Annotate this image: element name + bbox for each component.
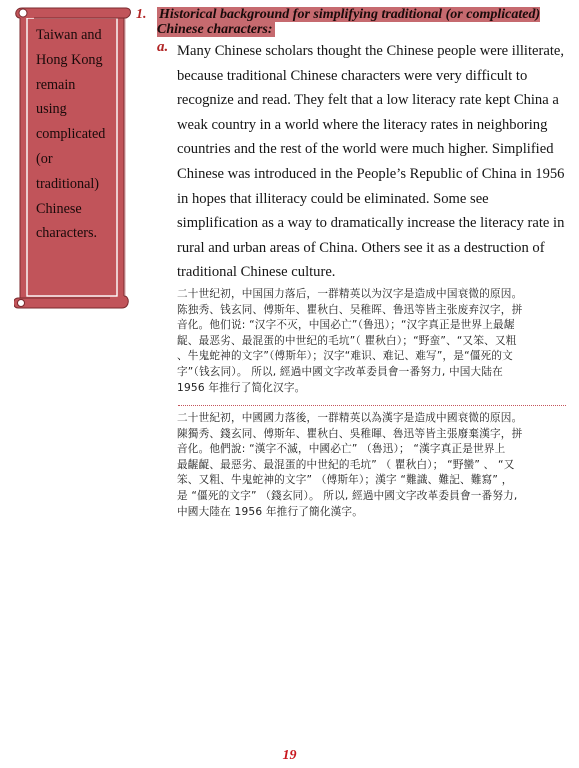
paragraph-line: simplification as a way to dramatically increase the literacy rate in xyxy=(177,215,565,232)
chinese-line: 陳獨秀、錢玄同、傅斯年、瞿秋白、吳稚暉、魯迅等皆主張廢棄漢字，拼 xyxy=(177,427,523,440)
chinese-line: 最齷齪、最惡劣、最混蛋的中世紀的毛坑” （ 瞿秋白）； “野蠻” 、 “又 xyxy=(177,458,515,471)
dotted-divider xyxy=(178,405,566,406)
chinese-line: 二十世纪初，中国国力落后，一群精英以为汉字是造成中国衰微的原因。 xyxy=(177,288,523,300)
chinese-line: 、牛鬼蛇神的文字”（傅斯年）；汉字“难识、难记、难写”，是“僵死的文 xyxy=(177,350,513,363)
paragraph-line: recognize and read. They felt that a low literacy rate kept China a xyxy=(177,92,559,109)
paragraph-line: Chinese was introduced in the People’s Republic of China in 1956 xyxy=(177,165,565,182)
simplified-chinese-block xyxy=(177,287,569,396)
heading-number: 1. xyxy=(136,7,147,22)
sidebar-line: using xyxy=(36,101,67,118)
paragraph-line: Many Chinese scholars thought the Chinese people were illiterate, xyxy=(177,43,565,59)
chinese-line: 笨、又粗、牛鬼蛇神的文字” （傅斯年）；漢字 “難識、難記、難寫” ， xyxy=(177,474,513,487)
page-number: 19 xyxy=(282,748,297,763)
paragraph-body xyxy=(177,39,563,285)
paragraph-line: weak country in a world where the literacy rates in neighboring xyxy=(177,116,548,133)
paragraph-marker: a. xyxy=(157,39,169,55)
sidebar-line: (or xyxy=(36,150,53,167)
sidebar-scroll xyxy=(14,6,132,312)
paragraph-line: in hopes that illiteracy could be eliminated. Some see xyxy=(177,190,489,207)
paragraph-line: rural and urban areas of China. Others see it as a destruction of xyxy=(177,239,545,256)
chinese-line: 1956 年推行了简化汉字。 xyxy=(177,381,306,394)
chinese-line: 陈独秀、钱玄同、傅斯年、瞿秋白、吴稚晖、鲁迅等皆主张废弃汉字，拼 xyxy=(177,303,523,316)
chinese-line: 二十世紀初，中國國力落後，一群精英以為漢字是造成中國衰微的原因。 xyxy=(177,412,523,424)
paragraph-line: countries and the rest of the world were much higher. Simplified xyxy=(177,141,554,158)
paragraph-line: traditional Chinese culture. xyxy=(177,264,336,281)
chinese-line: 龊、最恶劣、最混蛋的中世纪的毛坑”（ 瞿秋白）；“野蛮”、“又笨、又粗 xyxy=(177,334,517,347)
chinese-line: 音化。他們說: “漢字不滅，中國必亡” （魯迅）； “漢字真正是世界上 xyxy=(177,443,506,456)
sidebar-line: traditional) xyxy=(36,175,100,192)
sidebar-line: remain xyxy=(36,76,76,93)
heading-title xyxy=(157,7,550,37)
traditional-chinese-block xyxy=(177,411,569,520)
sidebar-line: Chinese xyxy=(36,200,82,217)
sidebar-line: Hong Kong xyxy=(36,51,103,68)
chinese-line: 字”（钱玄同）。 所以, 經過中國文字改革委員會一番努力, 中国大陆在 xyxy=(177,365,503,378)
chinese-line: 音化。他们说: “汉字不灭，中国必亡”（鲁迅）；“汉字真正是世界上最龌 xyxy=(177,319,515,332)
sidebar-text xyxy=(36,23,124,246)
sidebar-line: characters. xyxy=(36,225,98,242)
heading-title-text: Historical background for simplifying traditional (or complicated) Chinese characters: xyxy=(157,7,541,37)
sidebar-line: complicated xyxy=(36,126,106,143)
sidebar-line: Taiwan and xyxy=(36,27,102,43)
paragraph-line: because traditional Chinese characters were very difficult to xyxy=(177,67,528,84)
chinese-line: 中國大陸在 1956 年推行了簡化漢字。 xyxy=(177,505,364,518)
chinese-line: 是 “僵死的文字” （錢玄同）。 所以, 經過中國文字改革委員會一番努力, xyxy=(177,489,518,502)
